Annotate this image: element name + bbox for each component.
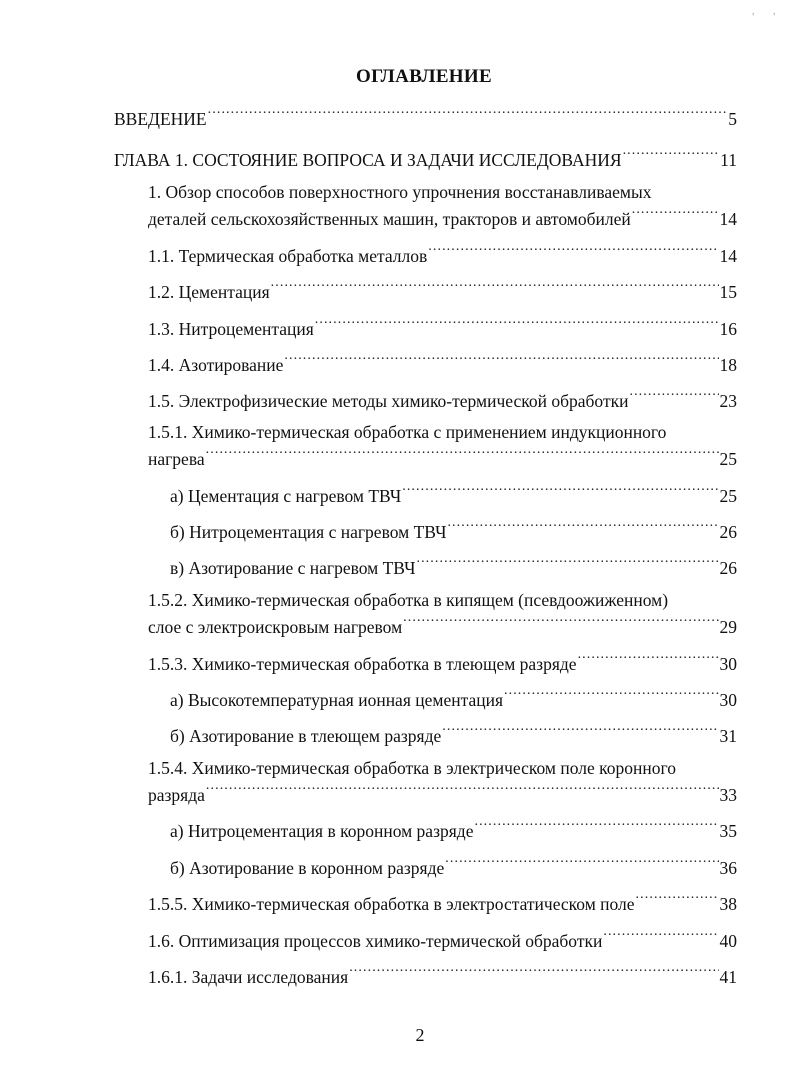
leader-dots: [578, 648, 719, 670]
toc-entry-text: 1.5.3. Химико-термическая обработка в тлеющем разряде: [148, 654, 577, 674]
leader-dots: [623, 144, 720, 166]
leader-dots: [271, 276, 719, 298]
toc-entry-first-line: 1. Обзор способов поверхностного упрочнения восстанавливаемых: [148, 182, 652, 202]
toc-entry-1-5-1-c[interactable]: [170, 552, 737, 579]
toc-entry-text: 1.2. Цементация: [148, 282, 270, 302]
leader-dots: [206, 779, 719, 801]
leader-dots: [403, 611, 718, 633]
toc-entry-page: 36: [719, 858, 737, 878]
toc-entry-1-6[interactable]: [148, 925, 737, 952]
leader-dots: [474, 815, 718, 837]
leader-dots: [428, 240, 718, 262]
leader-dots: [206, 443, 719, 465]
leader-dots: [447, 516, 718, 538]
page-title: ОГЛАВЛЕНИЕ: [356, 66, 492, 87]
leader-dots: [416, 552, 718, 574]
toc-entry-1-5[interactable]: [148, 385, 737, 412]
toc-entry-text: ГЛАВА 1. СОСТОЯНИЕ ВОПРОСА И ЗАДАЧИ ИССЛЕДОВАНИЯ: [114, 150, 622, 170]
toc-entry-page: 16: [719, 319, 737, 339]
leader-dots: [284, 349, 718, 371]
toc-entry-text: а) Цементация с нагревом ТВЧ: [170, 486, 402, 506]
toc-entry-text: 1.5. Электрофизические методы химико-термической обработки: [148, 391, 629, 411]
toc-entry-first-line: 1.5.2. Химико-термическая обработка в кипящем (псевдоожиженном): [148, 590, 669, 610]
toc-entry-1-5-3-b[interactable]: [170, 720, 737, 747]
toc-entry-page: 11: [720, 150, 737, 170]
toc-entry-page: 18: [719, 355, 737, 375]
toc-entry-text: 1.6. Оптимизация процессов химико-термической обработки: [148, 931, 603, 951]
leader-dots: [636, 888, 719, 910]
toc-entry-page: 25: [719, 449, 737, 469]
leader-dots: [445, 852, 718, 874]
toc-entry-text: деталей сельскохозяйственных машин, тракторов и автомобилей: [148, 209, 631, 229]
leader-dots: [603, 925, 718, 947]
toc-entry-1-1[interactable]: [148, 240, 737, 267]
toc-entry-1-5-1-a[interactable]: [170, 480, 737, 507]
toc-entry-text: 1.6.1. Задачи исследования: [148, 967, 349, 987]
scan-marks: , ,: [752, 6, 784, 17]
toc-entry-text: б) Азотирование в коронном разряде: [170, 858, 445, 878]
toc-entry-page: 14: [719, 246, 737, 266]
toc-entry-text: слое с электроискровым нагревом: [148, 617, 403, 637]
toc-entry-page: 29: [719, 617, 737, 637]
toc-entry-1-5-5[interactable]: [148, 888, 737, 915]
leader-dots: [504, 684, 719, 706]
leader-dots: [629, 385, 718, 407]
toc-entry-page: 23: [719, 391, 737, 411]
toc-entry-text: а) Высокотемпературная ионная цементация: [170, 690, 503, 710]
toc-entry-page: 41: [719, 967, 737, 987]
leader-dots: [208, 103, 728, 125]
toc-entry-page: 38: [719, 894, 737, 914]
toc-entry-text: нагрева: [148, 449, 205, 469]
toc-entry-page: 40: [719, 931, 737, 951]
toc-entry-page: 33: [719, 785, 737, 805]
toc-entry-text: 1.5.5. Химико-термическая обработка в электростатическом поле: [148, 894, 635, 914]
toc-entry-text: а) Нитроцементация в коронном разряде: [170, 821, 474, 841]
toc-entry-1-4[interactable]: [148, 349, 737, 376]
toc-entry-page: 26: [719, 558, 737, 578]
toc-entry-first-line: 1.5.1. Химико-термическая обработка с применением индукционного: [148, 422, 667, 442]
toc-entry-chapter-1[interactable]: [114, 144, 737, 171]
toc-entry-page: 35: [719, 821, 737, 841]
toc-entry-text: б) Азотирование в тлеющем разряде: [170, 726, 442, 746]
leader-dots: [315, 313, 719, 335]
page-number: 2: [415, 1025, 425, 1045]
leader-dots: [402, 480, 718, 502]
toc-entry-1-5-4[interactable]: [148, 757, 737, 806]
toc-entry-text: 1.1. Термическая обработка металлов: [148, 246, 428, 266]
toc-entry-1-3[interactable]: [148, 313, 737, 340]
toc-entry-1-2[interactable]: [148, 276, 737, 303]
leader-dots: [632, 203, 719, 225]
toc-entry-page: 31: [719, 726, 737, 746]
toc-entry-intro[interactable]: [114, 103, 737, 130]
toc-entry-1-5-1[interactable]: [148, 421, 737, 470]
toc-entry-text: в) Азотирование с нагревом ТВЧ: [170, 558, 416, 578]
toc-entry-1-5-4-a[interactable]: [170, 815, 737, 842]
leader-dots: [349, 961, 718, 983]
toc-entry-1-6-1[interactable]: [148, 961, 737, 988]
toc-entry-1[interactable]: [148, 181, 737, 230]
toc-entry-page: 5: [728, 109, 737, 129]
toc-entry-page: 15: [719, 282, 737, 302]
toc-entry-text: б) Нитроцементация с нагревом ТВЧ: [170, 522, 447, 542]
leader-dots: [442, 720, 718, 742]
toc-entry-text: 1.3. Нитроцементация: [148, 319, 314, 339]
toc-entry-text: 1.4. Азотирование: [148, 355, 284, 375]
toc-entry-page: 25: [719, 486, 737, 506]
toc-entry-first-line: 1.5.4. Химико-термическая обработка в электрическом поле коронного: [148, 758, 676, 778]
toc-entry-1-5-3[interactable]: [148, 648, 737, 675]
toc-entry-1-5-4-b[interactable]: [170, 852, 737, 879]
toc-entry-1-5-1-b[interactable]: [170, 516, 737, 543]
toc-entry-page: 14: [719, 209, 737, 229]
toc-entry-1-5-2[interactable]: [148, 589, 737, 638]
toc-entry-page: 26: [719, 522, 737, 542]
toc-entry-1-5-3-a[interactable]: [170, 684, 737, 711]
toc-entry-text: разряда: [148, 785, 205, 805]
toc-entry-page: 30: [719, 690, 737, 710]
toc-entry-text: ВВЕДЕНИЕ: [114, 109, 207, 129]
toc-entry-page: 30: [719, 654, 737, 674]
